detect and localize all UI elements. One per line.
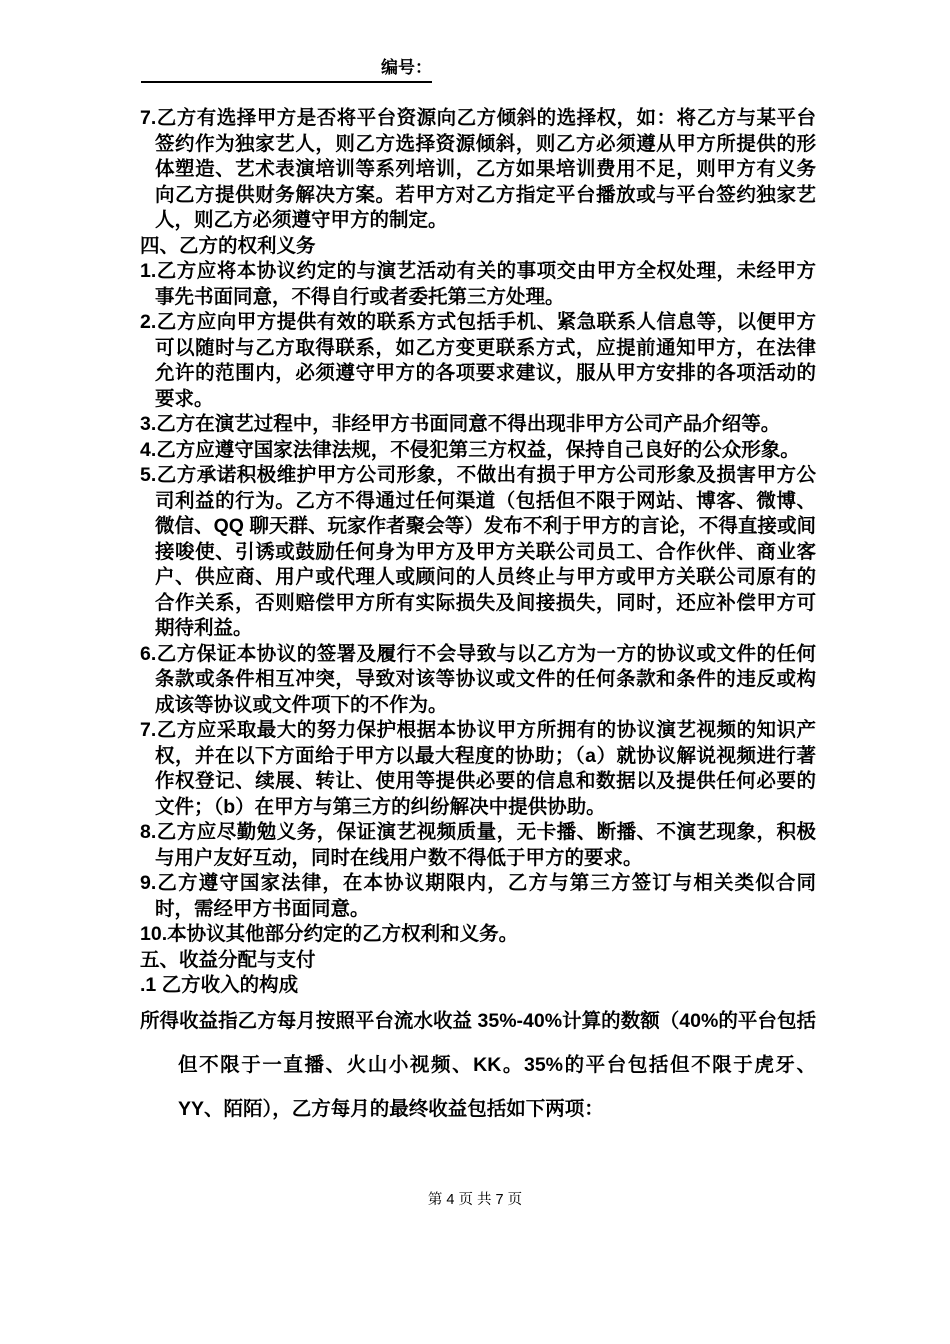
page-indicator-text: 第 4 页 共 7 页 <box>427 1192 523 1208</box>
section-4-clause-6: 6.乙方保证本协议的签署及履行不会导致与以乙方为一方的协议或文件的任何条款或条件相互冲突，导致对该等协议或文件的任何条款和条件的违反或构成该等协议或文件项下的不作为。 <box>140 642 816 716</box>
document-body <box>140 106 816 1131</box>
section-4-clause-3: 3.乙方在演艺过程中，非经甲方书面同意不得出现非甲方公司产品介绍等。 <box>140 413 781 435</box>
income-composition-paragraph: 所得收益指乙方每月按照平台流水收益 35%-40%计算的数额（40%的平台包括但不限于一直播、火山小视频、KK。35%的平台包括但不限于虎牙、YY、陌陌），乙方每月的最终收益包括如下两项： <box>140 1009 816 1120</box>
section-4-heading: 四、乙方的权利义务 <box>140 234 316 257</box>
section-4-clause-2: 2.乙方应向甲方提供有效的联系方式包括手机、紧急联系人信息等，以便甲方可以随时与乙方取得联系，如乙方变更联系方式，应提前通知甲方，在法律允许的范围内，必须遵守甲方的各项要求建议，服从甲方安排的各项活动的要求。 <box>140 311 816 410</box>
section-4-clause-8: 8.乙方应尽勤勉义务，保证演艺视频质量，无卡播、断播、不演艺现象，积极与用户友好互动，同时在线用户数不得低于甲方的要求。 <box>140 821 816 869</box>
section-5-subsection-1-heading: .1 乙方收入的构成 <box>140 974 299 996</box>
section-4-clause-5: 5.乙方承诺积极维护甲方公司形象，不做出有损于甲方公司形象及损害甲方公司利益的行为。乙方不得通过任何渠道（包括但不限于网站、博客、微博、微信、QQ 聊天群、玩家作者聚会等）发布不利于甲方的言论，不得直接或间接唆使、引诱或鼓励任何身为甲方及甲方关联公司员工、合作伙伴、商业客户、供应商、用户或代理人或顾问的人员终止与甲方或甲方关联公司原有的合作关系，否则赔偿甲方所有实际损失及间接损失，同时，还应补偿甲方可期待利益。 <box>140 464 816 639</box>
section-5-heading: 五、收益分配与支付 <box>140 948 316 971</box>
section-4-clause-4: 4.乙方应遵守国家法律法规，不侵犯第三方权益，保持自己良好的公众形象。 <box>140 438 800 461</box>
section-4-clause-1: 1.乙方应将本协议约定的与演艺活动有关的事项交由甲方全权处理，未经甲方事先书面同意，不得自行或者委托第三方处理。 <box>140 260 816 308</box>
document-number-label: 编号： <box>381 58 432 77</box>
section-4-clause-7: 7.乙方应采取最大的努力保护根据本协议甲方所拥有的协议演艺视频的知识产权，并在以下方面给于甲方以最大程度的协助；（a）就协议解说视频进行著作权登记、续展、转让、使用等提供必要的信息和数据以及提供任何必要的文件；（b）在甲方与第三方的纠纷解决中提供协助。 <box>140 719 816 818</box>
clause-7-platform-resources: 7.乙方有选择甲方是否将平台资源向乙方倾斜的选择权，如：将乙方与某平台签约作为独家艺人，则乙方选择资源倾斜，则乙方必须遵从甲方所提供的形体塑造、艺术表演培训等系列培训，乙方如果培训费用不足，则甲方有义务向乙方提供财务解决方案。若甲方对乙方指定平台播放或与平台签约独家艺人，则乙方必须遵守甲方的制定。 <box>140 107 816 231</box>
page-number-footer <box>0 1188 950 1209</box>
section-4-clause-9: 9.乙方遵守国家法律，在本协议期限内，乙方与第三方签订与相关类似合同时，需经甲方书面同意。 <box>140 872 816 920</box>
document-number-field <box>141 56 432 83</box>
section-4-clause-10: 10.本协议其他部分约定的乙方权利和义务。 <box>140 923 519 945</box>
